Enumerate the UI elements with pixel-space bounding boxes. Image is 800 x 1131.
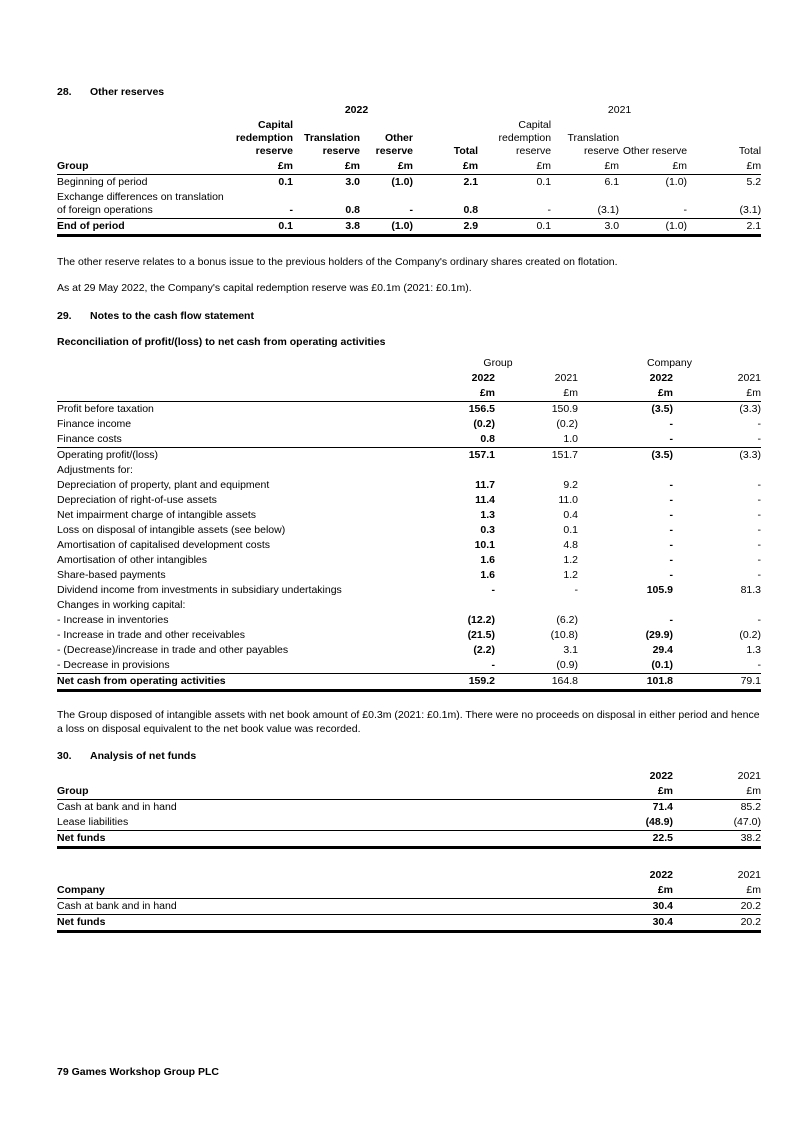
table-row <box>57 568 761 583</box>
value-cell: (3.3) <box>739 403 762 415</box>
row-label: Cash at bank and in hand <box>57 801 177 813</box>
value-cell: 71.4 <box>652 801 673 813</box>
row-label: Adjustments for: <box>57 464 133 476</box>
row-label: Depreciation of right-of-use assets <box>57 494 217 506</box>
section-30-heading <box>57 750 761 763</box>
spacer-cell <box>57 769 578 784</box>
value-cell: - <box>669 479 673 491</box>
value-cell: - <box>757 524 762 536</box>
column-header-row <box>57 118 761 159</box>
unit-cell: £m <box>551 159 619 175</box>
page-footer: 79 Games Workshop Group PLC <box>57 1066 220 1078</box>
value-cell: (29.9) <box>645 629 673 641</box>
unit-cell: £m <box>673 883 761 899</box>
disposal-note: The Group disposed of intangible assets with net book amount of £0.3m (2021: £0.1m). There were no proceeds on disposal in either period and hence a loss on disposal equivalent to the net book value was recorded. <box>57 709 760 735</box>
unit-cell: £m <box>478 159 551 175</box>
value-cell: - <box>757 539 762 551</box>
year-header-2022: 2022 <box>344 104 369 116</box>
entity-group-row <box>57 356 761 371</box>
other-reserves-table <box>57 103 761 237</box>
table-row <box>57 643 761 658</box>
value-cell: 101.8 <box>578 674 673 691</box>
table-row <box>57 432 761 448</box>
value-cell: - <box>669 554 673 566</box>
unit-row <box>57 386 761 402</box>
value-cell: 1.3 <box>746 644 762 656</box>
year-header-2022: 2022 <box>649 770 673 782</box>
value-cell: (1.0) <box>619 219 687 236</box>
value-cell: - <box>547 204 552 216</box>
row-label-header: Group <box>57 784 578 800</box>
value-cell: 79.1 <box>673 674 761 691</box>
table-row <box>57 800 761 816</box>
table-subtotal-row <box>57 448 761 464</box>
column-header: Total <box>738 145 762 157</box>
value-cell: 157.1 <box>418 448 495 464</box>
year-group-row <box>57 103 761 118</box>
value-cell: (1.0) <box>360 219 413 236</box>
year-header-2021: 2021 <box>607 104 632 116</box>
unit-cell: £m <box>673 386 761 402</box>
value-cell: (3.1) <box>597 204 620 216</box>
year-header-2021: 2021 <box>554 372 578 384</box>
year-header-2021: 2021 <box>737 869 761 881</box>
value-cell <box>418 598 495 613</box>
value-cell: 156.5 <box>468 403 495 415</box>
row-label: Profit before taxation <box>57 403 154 415</box>
value-cell: 0.1 <box>563 524 578 536</box>
value-cell: 11.4 <box>475 494 495 506</box>
section-number: 29. <box>57 310 72 322</box>
row-label: Depreciation of property, plant and equipment <box>57 479 270 491</box>
section-28-heading <box>57 86 761 99</box>
value-cell: 0.1 <box>278 176 293 188</box>
column-header: Other reserve <box>375 132 413 157</box>
row-label: Net funds <box>57 831 578 848</box>
value-cell: 0.1 <box>478 219 551 236</box>
value-cell: 105.9 <box>646 584 673 596</box>
table-row <box>57 899 761 915</box>
value-cell: 22.5 <box>578 831 673 848</box>
row-label: Net funds <box>57 915 578 932</box>
value-cell: - <box>574 584 578 596</box>
section-number: 28. <box>57 86 72 98</box>
value-cell: - <box>683 204 688 216</box>
spacer-cell <box>57 118 235 159</box>
value-cell: 2.1 <box>687 219 761 236</box>
reconciliation-subheading: Reconciliation of profit/(loss) to net cash from operating activities <box>57 336 386 348</box>
row-label: Finance costs <box>57 433 122 445</box>
unit-row <box>57 883 761 899</box>
table-row <box>57 175 761 191</box>
unit-cell: £m <box>293 159 360 175</box>
unit-cell: £m <box>495 386 578 402</box>
value-cell: 164.8 <box>495 674 578 691</box>
value-cell: - <box>757 479 762 491</box>
row-label: Beginning of period <box>57 176 148 188</box>
section-title: Other reserves <box>90 86 165 98</box>
value-cell: 0.3 <box>480 524 495 536</box>
value-cell: - <box>669 614 673 626</box>
row-label: Finance income <box>57 418 132 430</box>
row-label: Loss on disposal of intangible assets (see below) <box>57 524 286 536</box>
value-cell <box>495 598 578 613</box>
value-cell: 0.1 <box>235 219 293 236</box>
year-header-2022: 2022 <box>649 869 673 881</box>
value-cell: - <box>289 204 293 216</box>
row-label: - Decrease in provisions <box>57 659 170 671</box>
value-cell: 0.4 <box>563 509 578 521</box>
group-column-header: Group <box>483 357 513 369</box>
unit-cell: £m <box>360 159 413 175</box>
column-header: Translation reserve <box>567 132 620 157</box>
value-cell: 0.8 <box>463 204 479 216</box>
value-cell: 2.1 <box>463 176 479 188</box>
value-cell: - <box>409 204 413 216</box>
value-cell: 11.0 <box>558 494 578 506</box>
value-cell: - <box>757 554 762 566</box>
value-cell: (6.2) <box>556 614 578 626</box>
year-row <box>57 769 761 784</box>
table-row <box>57 658 761 674</box>
row-label: Amortisation of capitalised development costs <box>57 539 271 551</box>
value-cell <box>578 463 673 478</box>
table-row <box>57 463 761 478</box>
table-row <box>57 190 761 219</box>
table-row <box>57 478 761 493</box>
table-row <box>57 402 761 418</box>
value-cell: (1.0) <box>391 176 413 188</box>
unit-cell: £m <box>687 159 761 175</box>
value-cell: (21.5) <box>467 629 495 641</box>
row-label-header: Group <box>57 159 235 175</box>
value-cell: (0.2) <box>739 629 762 641</box>
section-number: 30. <box>57 750 72 762</box>
value-cell: 9.2 <box>563 479 578 491</box>
table-row <box>57 628 761 643</box>
value-cell: 5.2 <box>746 176 762 188</box>
value-cell: - <box>669 433 673 445</box>
value-cell: - <box>757 569 762 581</box>
value-cell: - <box>669 569 673 581</box>
value-cell: (3.5) <box>651 403 673 415</box>
value-cell: (0.9) <box>556 659 578 671</box>
row-label: - (Decrease)/increase in trade and other payables <box>57 644 289 656</box>
row-label: Net impairment charge of intangible assets <box>57 509 257 521</box>
unit-cell: £m <box>418 386 495 402</box>
value-cell: 30.4 <box>652 900 673 912</box>
unit-cell: £m <box>235 159 293 175</box>
value-cell <box>418 463 495 478</box>
value-cell: 2.9 <box>413 219 478 236</box>
row-label-header: Company <box>57 883 578 899</box>
value-cell <box>578 598 673 613</box>
value-cell: - <box>757 659 762 671</box>
value-cell: 30.4 <box>578 915 673 932</box>
value-cell: 0.1 <box>536 176 552 188</box>
unit-cell: £m <box>578 386 673 402</box>
row-label: Changes in working capital: <box>57 599 186 611</box>
capital-redemption-note: As at 29 May 2022, the Company's capital redemption reserve was £0.1m (2021: £0.1m). <box>57 281 472 294</box>
value-cell: 10.1 <box>474 539 495 551</box>
value-cell: (48.9) <box>645 816 673 828</box>
value-cell: - <box>669 494 673 506</box>
net-funds-company-table <box>57 868 761 933</box>
section-title: Notes to the cash flow statement <box>90 310 254 322</box>
value-cell: 6.1 <box>604 176 620 188</box>
value-cell <box>673 598 761 613</box>
row-label: Exchange differences on translation of foreign operations <box>57 191 224 216</box>
table-total-row <box>57 674 761 691</box>
column-header: Translation reserve <box>303 132 360 157</box>
value-cell: (10.8) <box>550 629 578 641</box>
year-header-2022: 2022 <box>471 372 495 384</box>
column-header: Capital redemption reserve <box>235 119 293 157</box>
table-row <box>57 815 761 831</box>
value-cell: (12.2) <box>467 614 495 626</box>
row-label: Lease liabilities <box>57 816 129 828</box>
value-cell: (47.0) <box>733 816 761 828</box>
value-cell: (3.5) <box>578 448 673 464</box>
value-cell: 20.2 <box>673 915 761 932</box>
table-row <box>57 598 761 613</box>
row-label: End of period <box>57 219 235 236</box>
net-funds-group-table <box>57 769 761 849</box>
unit-row <box>57 159 761 175</box>
value-cell: - <box>757 614 762 626</box>
row-label: Dividend income from investments in subsidiary undertakings <box>57 584 342 596</box>
spacer-cell <box>57 868 578 883</box>
page-content <box>57 0 761 933</box>
value-cell: 0.8 <box>480 433 495 445</box>
row-label: Share-based payments <box>57 569 166 581</box>
spacer-cell <box>57 371 418 386</box>
section-title: Analysis of net funds <box>90 750 197 762</box>
table-total-row <box>57 219 761 236</box>
table-row <box>57 493 761 508</box>
value-cell: 1.2 <box>563 554 578 566</box>
table-row <box>57 538 761 553</box>
table-row <box>57 583 761 598</box>
year-header-2021: 2021 <box>737 770 761 782</box>
value-cell: 3.1 <box>563 644 578 656</box>
value-cell: (1.0) <box>665 176 688 188</box>
value-cell: 11.7 <box>475 479 495 491</box>
row-label: Cash at bank and in hand <box>57 900 177 912</box>
column-header: Capital redemption reserve <box>498 119 552 157</box>
year-row <box>57 868 761 883</box>
year-row <box>57 371 761 386</box>
value-cell: 81.3 <box>740 584 762 596</box>
value-cell: 4.8 <box>563 539 578 551</box>
value-cell: - <box>491 659 495 671</box>
table-row <box>57 508 761 523</box>
value-cell: - <box>757 418 762 430</box>
value-cell: 1.6 <box>480 554 495 566</box>
value-cell: - <box>491 584 495 596</box>
row-label: - Increase in inventories <box>57 614 169 626</box>
row-label: - Increase in trade and other receivables <box>57 629 245 641</box>
value-cell: - <box>669 524 673 536</box>
row-label: Operating profit/(loss) <box>57 448 418 464</box>
unit-cell: £m <box>619 159 687 175</box>
table-row <box>57 613 761 628</box>
unit-row <box>57 784 761 800</box>
value-cell: 1.2 <box>563 569 578 581</box>
table-row <box>57 523 761 538</box>
value-cell: - <box>757 494 762 506</box>
value-cell: 1.3 <box>480 509 495 521</box>
spacer-cell <box>57 386 418 402</box>
row-label: Net cash from operating activities <box>57 674 418 691</box>
unit-cell: £m <box>578 784 673 800</box>
value-cell: (0.2) <box>556 418 578 430</box>
value-cell: 1.0 <box>563 433 578 445</box>
spacer-cell <box>57 356 418 371</box>
value-cell: 159.2 <box>418 674 495 691</box>
value-cell: (0.2) <box>473 418 495 430</box>
row-label: Amortisation of other intangibles <box>57 554 207 566</box>
value-cell: (3.3) <box>673 448 761 464</box>
column-header: Total <box>453 145 479 157</box>
value-cell: 1.6 <box>480 569 495 581</box>
value-cell: 29.4 <box>652 644 673 656</box>
value-cell <box>673 463 761 478</box>
spacer-cell <box>57 103 235 118</box>
cash-flow-reconciliation-table <box>57 356 761 692</box>
table-total-row <box>57 831 761 848</box>
value-cell: (0.1) <box>651 659 673 671</box>
value-cell: (3.1) <box>739 204 762 216</box>
value-cell: 151.7 <box>495 448 578 464</box>
value-cell: 150.9 <box>551 403 578 415</box>
unit-cell: £m <box>413 159 478 175</box>
value-cell: - <box>757 433 762 445</box>
value-cell: 20.2 <box>740 900 761 912</box>
value-cell: - <box>669 418 673 430</box>
value-cell: 3.8 <box>293 219 360 236</box>
value-cell: - <box>757 509 762 521</box>
value-cell: - <box>669 539 673 551</box>
table-row <box>57 553 761 568</box>
column-header: Other reserve <box>622 145 688 157</box>
value-cell: - <box>669 509 673 521</box>
value-cell: 38.2 <box>673 831 761 848</box>
table-total-row <box>57 915 761 932</box>
table-row <box>57 417 761 432</box>
value-cell <box>495 463 578 478</box>
value-cell: 0.8 <box>345 204 360 216</box>
unit-cell: £m <box>578 883 673 899</box>
year-header-2021: 2021 <box>737 372 762 384</box>
value-cell: 3.0 <box>345 176 360 188</box>
value-cell: 85.2 <box>740 801 761 813</box>
value-cell: 3.0 <box>551 219 619 236</box>
section-29-heading <box>57 310 761 323</box>
other-reserve-note: The other reserve relates to a bonus issue to the previous holders of the Company's ordinary shares created on flotation. <box>57 256 618 268</box>
company-column-header: Company <box>647 357 692 369</box>
unit-cell: £m <box>673 784 761 800</box>
year-header-2022: 2022 <box>649 372 673 384</box>
value-cell: (2.2) <box>473 644 495 656</box>
